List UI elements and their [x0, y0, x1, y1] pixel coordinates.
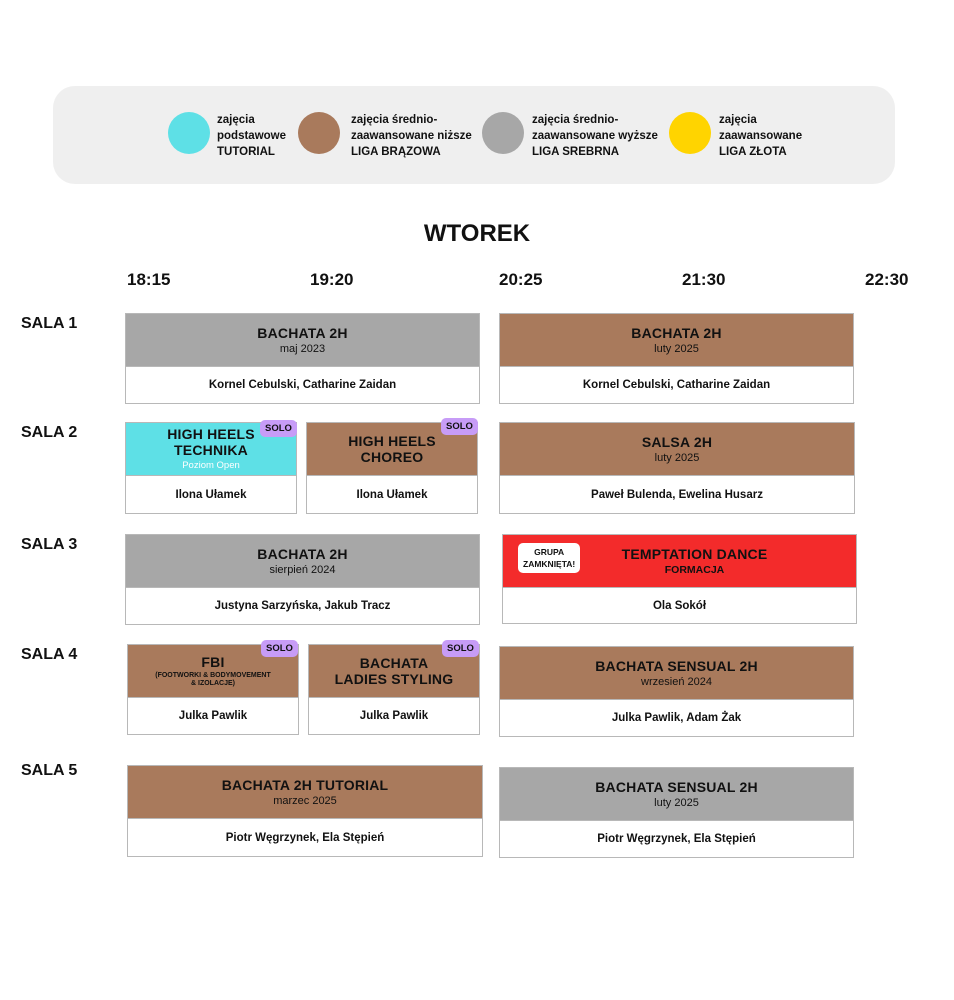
silver-color-dot	[482, 112, 524, 154]
time-label: 21:30	[682, 270, 726, 289]
class-teachers: Piotr Węgrzynek, Ela Stępień	[128, 818, 482, 856]
class-title: SALSA 2H	[641, 433, 713, 450]
class-title: FBI	[201, 654, 225, 670]
class-title: HIGH HEELS	[348, 433, 436, 449]
class-title: BACHATA 2H	[257, 324, 348, 341]
class-teachers: Kornel Cebulski, Catharine Zaidan	[500, 366, 853, 403]
solo-badge: SOLO	[441, 418, 478, 435]
solo-badge: SOLO	[442, 640, 479, 657]
time-label: 20:25	[499, 270, 543, 289]
legend-gold: zajęcia zaawansowane LIGA ZŁOTA	[719, 114, 803, 158]
class-title: CHOREO	[360, 449, 424, 465]
class-header	[128, 766, 482, 818]
bronze-color-dot	[298, 112, 340, 154]
class-card[interactable]	[127, 644, 299, 735]
gold-color-dot	[669, 112, 711, 154]
class-header	[500, 423, 854, 475]
room-label: SALA 2	[21, 424, 78, 441]
class-teachers: Paweł Bulenda, Ewelina Husarz	[500, 475, 854, 513]
class-teachers: Ola Sokół	[503, 587, 856, 623]
time-label: 19:20	[310, 270, 354, 289]
class-card[interactable]	[125, 534, 480, 625]
class-card[interactable]	[306, 422, 478, 514]
class-card[interactable]	[308, 644, 480, 735]
class-card[interactable]	[502, 534, 857, 624]
tutorial-color-dot	[168, 112, 210, 154]
class-header	[126, 535, 479, 587]
class-title: BACHATA	[359, 655, 429, 671]
solo-badge: SOLO	[260, 420, 297, 437]
class-start-date: luty 2025	[654, 796, 699, 809]
class-start-date: luty 2025	[654, 451, 700, 464]
class-header	[126, 314, 479, 366]
class-start-date: luty 2025	[654, 342, 699, 355]
class-teachers: Piotr Węgrzynek, Ela Stępień	[500, 820, 853, 857]
legend	[53, 86, 895, 184]
class-teachers: Ilona Ułamek	[126, 475, 296, 513]
class-header	[500, 768, 853, 820]
class-title: BACHATA 2H	[257, 545, 348, 562]
class-title: TECHNIKA	[174, 441, 248, 458]
time-label: 18:15	[127, 270, 171, 289]
class-teachers: Julka Pawlik	[128, 697, 298, 734]
class-card[interactable]	[125, 422, 297, 514]
class-teachers: Julka Pawlik, Adam Żak	[500, 699, 853, 736]
class-level: Poziom Open	[182, 459, 240, 471]
day-title: WTOREK	[423, 220, 531, 247]
class-start-date: marzec 2025	[273, 794, 337, 807]
legend-bronze: zajęcia średnio- zaawansowane niższe LIGA BRĄZOWA	[351, 114, 472, 158]
class-start-date: maj 2023	[279, 342, 326, 355]
class-teachers: Ilona Ułamek	[307, 475, 477, 513]
class-teachers: Julka Pawlik	[309, 697, 479, 734]
closed-group-badge: GRUPA ZAMKNIĘTA!	[518, 543, 580, 573]
class-card[interactable]	[499, 646, 854, 737]
room-label: SALA 5	[21, 762, 78, 779]
class-title: BACHATA SENSUAL 2H	[595, 657, 758, 674]
room-label: SALA 4	[21, 646, 78, 663]
room-label: SALA 3	[21, 536, 78, 553]
class-card[interactable]	[499, 313, 854, 404]
class-title: BACHATA 2H	[631, 324, 722, 341]
class-note: & IZOLACJE)	[191, 680, 235, 687]
class-title: BACHATA 2H TUTORIAL	[221, 776, 389, 793]
class-start-date: sierpień 2024	[269, 563, 336, 576]
legend-silver: zajęcia średnio- zaawansowane wyższe LIGA SREBRNA	[532, 114, 658, 158]
class-teachers: Kornel Cebulski, Catharine Zaidan	[126, 366, 479, 403]
class-title: LADIES STYLING	[334, 671, 454, 687]
class-card[interactable]	[499, 767, 854, 858]
legend-tutorial: zajęcia podstawowe TUTORIAL	[217, 114, 287, 158]
time-label: 22:30	[865, 270, 909, 289]
class-teachers: Justyna Sarzyńska, Jakub Tracz	[126, 587, 479, 624]
class-title: HIGH HEELS	[167, 425, 255, 442]
class-start-date: wrzesień 2024	[641, 675, 712, 688]
class-card[interactable]	[127, 765, 483, 857]
class-title: BACHATA SENSUAL 2H	[595, 778, 758, 795]
class-header	[500, 647, 853, 699]
room-label: SALA 1	[21, 315, 78, 332]
solo-badge: SOLO	[261, 640, 298, 657]
class-note: (FOOTWORKI & BODYMOVEMENT	[155, 672, 271, 679]
class-subtitle: FORMACJA	[664, 563, 725, 576]
class-title: TEMPTATION DANCE	[621, 545, 768, 562]
class-card[interactable]	[499, 422, 855, 514]
class-card[interactable]	[125, 313, 480, 404]
class-header	[500, 314, 853, 366]
